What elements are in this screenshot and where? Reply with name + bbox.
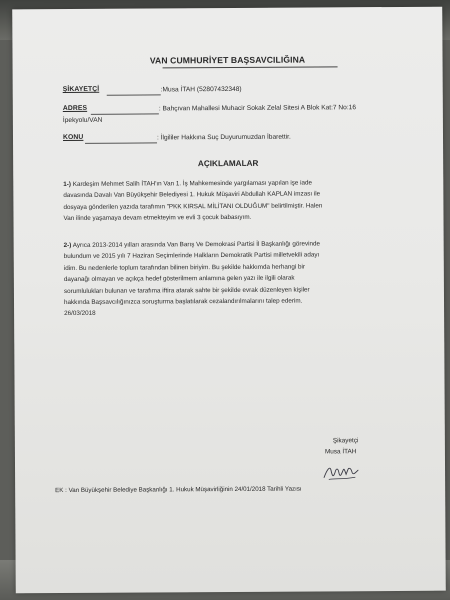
konu-dotted-line	[85, 142, 157, 143]
paragraph-1-line: Van ilinde yaşamaya devam etmekteyim ve evli 3 çocuk babasıyım.	[63, 214, 252, 223]
adres-value: : Bahçıvan Mahallesi Muhacir Sokak Zelal Sitesi A Blok Kat:7 No:16	[158, 104, 357, 113]
paragraph-2-date: 26/03/2018	[64, 310, 96, 318]
signature-name: Musa İTAH	[324, 448, 357, 456]
signature-role: Şikayetçi	[332, 437, 359, 445]
paragraph-2-line: idim. Bu nedenlerle toplum tarafından bilinen biriyim. Bu şekilde hakkımda herhangi bir	[63, 263, 305, 272]
paragraph-2-line: sorumlulukları bulunan ve tarafıma iftira atarak sahte bir şekilde evrak düzenleyen kişiler	[63, 286, 310, 295]
paragraph-1-line: 1-) Kardeşim Mehmet Salih İTAH'ın Van 1. İş Mahkemesinde yargılaması yapılan işe iade	[63, 179, 313, 189]
sikayetci-dotted-line	[107, 94, 161, 95]
konu-value: : İlgililer Hakkına Suç Duyurumuzdan İbarettir.	[156, 133, 291, 142]
paragraph-2-line: bulundum ve 2015 yılı 7 Haziran Seçimlerinde Halkların Demokratik Partisi milletvekili adayı	[63, 251, 320, 261]
title-underline	[163, 66, 338, 68]
paragraph-1-line: dosyaya gönderilen yazıda tarafımın "PKK KIRSAL MİLİTANI OLDUĞUM" belirtilmiştir. Halen	[63, 202, 323, 211]
paragraph-1-line: davasında Davalı Van Büyükşehir Belediyesi 1. Hukuk Müşaviri Abdullah KAPLAN imzası ile	[63, 190, 321, 200]
paragraph-1-number: 1-)	[63, 180, 72, 189]
paragraph-2-line: hakkında Başsavcılığınızca soruşturma başlatılarak cezalandırılmalarını talep ederim.	[63, 297, 303, 307]
attachment-note: EK : Van Büyükşehir Belediye Başkanlığı 1. Hukuk Müşavirliğinin 24/01/2018 Tarihli Yazısı	[55, 485, 302, 495]
adres-dotted-line	[91, 113, 159, 114]
paragraph-2-line: dayanağı olmayan ve açıkça hedef gösterilmem anlamına gelen yazı ile ilgili olarak	[63, 274, 295, 284]
adres-label: ADRES	[62, 104, 88, 113]
document-title: VAN CUMHURİYET BAŞSAVCILIĞINA	[149, 54, 306, 66]
paragraph-2	[64, 238, 414, 320]
aciklamalar-heading: AÇIKLAMALAR	[197, 158, 259, 169]
sikayetci-value: :Musa İTAH (52807432348)	[160, 85, 242, 94]
konu-label: KONU	[62, 133, 84, 142]
paragraph-1	[63, 177, 413, 225]
handwritten-signature	[321, 461, 361, 483]
adres-value-line2: İpekyolu/VAN	[62, 116, 103, 125]
sikayetci-label: ŞİKAYETÇİ	[62, 85, 100, 94]
paragraph-2-line: 2-) Ayrıca 2013-2014 yılları arasında Van Barış Ve Demokrasi Partisi İl Başkanlığı görevinde	[63, 240, 321, 250]
paragraph-2-number: 2-)	[63, 241, 72, 250]
document-page	[12, 7, 446, 594]
